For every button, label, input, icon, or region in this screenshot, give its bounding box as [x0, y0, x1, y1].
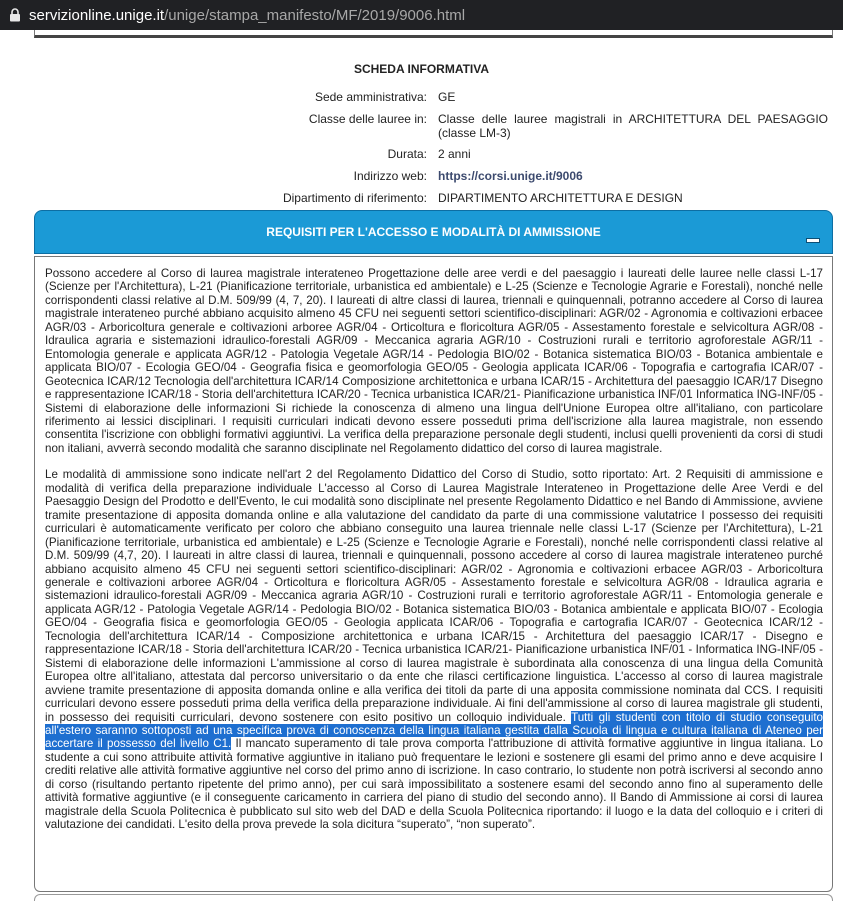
info-value: DIPARTIMENTO ARCHITETTURA E DESIGN [438, 191, 683, 205]
address-bar[interactable] [0, 0, 843, 30]
info-label: Classe delle lauree in: [308, 112, 427, 126]
info-label: Sede amministrativa: [314, 90, 427, 104]
selected-text-highlight: Tutti gli studenti con titolo di studio conseguito all'estero saranno sottoposti ad una specifica prova di conoscenza della lingua italiana gestita dalla Scuola di lingua e cultura italiana di Ateneo per accertare il possesso del livello C1. [45, 710, 823, 751]
info-value: 2 anni [438, 147, 471, 161]
url-host: servizionline.unige.it [29, 6, 165, 24]
info-value: Classe delle lauree magistrali in ARCHITETTURA DEL PAESAGGIO (classe LM-3) [438, 112, 828, 140]
page-frame-top [34, 30, 833, 38]
accordion-body [34, 256, 833, 892]
ammissione-paragraph [45, 468, 823, 831]
info-label: Indirizzo web: [353, 169, 427, 183]
info-label: Dipartimento di riferimento: [282, 191, 427, 205]
ammissione-text-before: Le modalità di ammissione sono indicate nell'art 2 del Regolamento Didattico del Corso di Studio, sotto riportato: Art. 2 Requisiti di ammissione e modalità di verifica della preparazione individuale L'accesso al Corso di Laurea Magistrale Interateneo in Progettazione delle Aree Verdi e del Paesaggio Design del Prodotto e dell'Evento, le cui modalità sono disciplinate nel presente Regolamento Didattico e nel Bando di Ammissione, avviene tramite presentazione di apposita domanda online e alla valutazione del candidato da parte di una commissione valutatrice I possesso dei requisiti curriculari è automaticamente verificato per coloro che abbiano conseguito una laurea triennale nelle classi L-17 (Scienze per l'Architettura), L-21 (Pianificazione territoriale, urbanistica ed ambientale) e L-25 (Scienze e Tecnologie Agrarie e Forestali), nonché nelle corrispondenti classi relative al D.M. 509/99 (4,7, 20). I laureati in altre classi di laurea, triennali e quinquennali, possono accedere al corso di laurea magistrale interateneo purché abbiano acquisito almeno 45 CFU nei seguenti settori scientifico-disciplinari: AGR/02 - Agronomia e coltivazioni erbacee AGR/03 - Arboricoltura generale e coltivazioni arboree AGR/04 - Orticoltura e floricoltura AGR/05 - Assestamento forestale e selvicoltura AGR/08 - Idraulica agraria e sistemazioni idraulico-forestali AGR/09 - Meccanica agraria AGR/10 - Costruzioni rurali e territorio agroforestale AGR/11 - Entomologia generale e applicata AGR/12 - Patologia Vegetale AGR/14 - Pedologia BIO/02 - Botanica sistematica BIO/03 - Botanica ambientale e applicata BIO/07 - Ecologia GEO/04 - Geografia fisica e geomorfologia GEO/05 - Geologia applicata ICAR/06 - Topografia e cartografia ICAR/07 - Geotecnica ICAR/12 - Tecnologia dell'architettura ICAR/14 - Composizione architettonica e urbana ICAR/15 - Architettura del paesaggio ICAR/17 - Disegno e rappresentazione ICAR/18 - Storia dell'architettura ICAR/20 - Tecnica urbanistica ICAR/21- Pianificazione urbanistica INF/01 - Informatica ING-INF/05 - Sistemi di elaborazione delle informazioni L'ammissione al corso di laurea magistrale è subordinata alla conoscenza di una lingua della Comunità Europea oltre all'italiano, attestata dal percorso universitario o da ente che rilasci certificazione linguistica. L'accesso al corso di laurea magistrale avviene tramite presentazione di apposita domanda online e alla verifica dei titoli da parte di una apposita commissione nominata dal CCS. I requisiti curriculari devono essere posseduti prima della verifica della preparazione individuale. Ai fini dell'ammissione al corso di laurea magistrale gli studenti, in possesso dei requisiti curriculari, devono sostenere con esito positivo un colloquio individuale. [45, 468, 823, 724]
lock-icon[interactable] [9, 8, 21, 22]
info-value: GE [438, 90, 456, 104]
url-path: /unige/stampa_manifesto/MF/2019/9006.html [164, 6, 466, 24]
accordion-header-requisiti[interactable] [34, 210, 833, 254]
next-section-edge [34, 894, 833, 901]
scheda-title: SCHEDA INFORMATIVA [353, 62, 490, 76]
requisiti-paragraph: Possono accedere al Corso di laurea magistrale interateneo Progettazione delle aree verdi e del paesaggio i laureati delle lauree nelle classi L-17 (Scienze per l'Architettura), L-21 (Pianificazione territoriale, urbanistica ed ambientale) e L-25 (Scienze e Tecnologie Agrarie e Forestali), nonché nelle corrispondenti classi relative al D.M. 509/99 (4, 7, 20). I laureati di altre classi di laurea, triennali e quinquennali, potranno accedere al Corso di laurea magistrale interateneo purché abbiano acquisito almeno 45 CFU nei seguenti settori scientifico-disciplinari: AGR/02 - Agronomia e coltivazioni erbacee AGR/03 - Arboricoltura generale e coltivazioni arboree AGR/04 - Orticoltura e floricoltura AGR/05 - Assestamento forestale e selvicoltura AGR/08 - Idraulica agraria e sistemazioni idraulico-forestali AGR/09 - Meccanica agraria AGR/10 - Costruzioni rurali e territorio agroforestale AGR/11 - Entomologia generale e applicata AGR/12 - Patologia Vegetale AGR/14 - Pedologia BIO/02 - Botanica sistematica BIO/03 - Botanica ambientale e applicata BIO/07 - Ecologia GEO/04 - Geografia fisica e geomorfologia GEO/05 - Geologia applicata ICAR/06 - Topografia e cartografia ICAR/07 - Geotecnica ICAR/12 Tecnologia dell'architettura ICAR/14 Composizione architettonica e urbana ICAR/15 - Architettura del paesaggio ICAR/17 Disegno e rappresentazione ICAR/18 - Storia dell'architettura ICAR/20 - Tecnica urbanistica ICAR/21- Pianificazione urbanistica INF/01 Informatica ING-INF/05 - Sistemi di elaborazione delle informazioni Si richiede la conoscenza di almeno una lingua dell'Unione Europea oltre all'italiano, con particolare riferimento ai lessici disciplinari. I requisiti curriculari indicati devono essere posseduti prima dell'iscrizione alla laurea magistrale, non essendo consentita l'iscrizione con obblighi formativi aggiuntivi. La verifica della preparazione personale degli studenti, inclusi quelli provenienti da corsi di studi non italiani, avverrà secondo modalità che saranno disciplinate nel Regolamento didattico del corso di laurea magistrale. [45, 267, 823, 455]
ammissione-text-after: Il mancato superamento di tale prova comporta l'attribuzione di attività formative aggiuntive in lingua italiana. Lo studente a cui sono attribuite attività formative aggiuntive in italiano può frequentare le lezioni e sostenere gli esami del primo anno e deve acquisire I crediti relative alle attività formative aggiuntive nel corso del primo anno di iscrizione. In caso contrario, lo studente non potrà iscriversi al secondo anno di corso (risultando pertanto ripetente del primo anno), per cui sarà impossibilitato a sostenere esami del secondo anno fino al superamento delle attività formative aggiuntive (e il conseguente caricamento in carriera del piano di studio del secondo anno). Il Bando di Ammissione ai corsi di laurea magistrale della Scuola Politecnica è pubblicato sul sito web del DAD e della Scuola Politecnica riportando: il luogo e la data del colloquio e i criteri di valutazione dei candidati. L'esito della prova prevede la sola dicitura “superato”, “non superato”. [45, 737, 823, 832]
collapse-icon[interactable] [806, 238, 820, 243]
info-label: Durata: [387, 147, 427, 161]
accordion-title: REQUISITI PER L'ACCESSO E MODALITÀ DI AMMISSIONE [266, 225, 601, 239]
course-website-link[interactable]: https://corsi.unige.it/9006 [438, 169, 583, 183]
